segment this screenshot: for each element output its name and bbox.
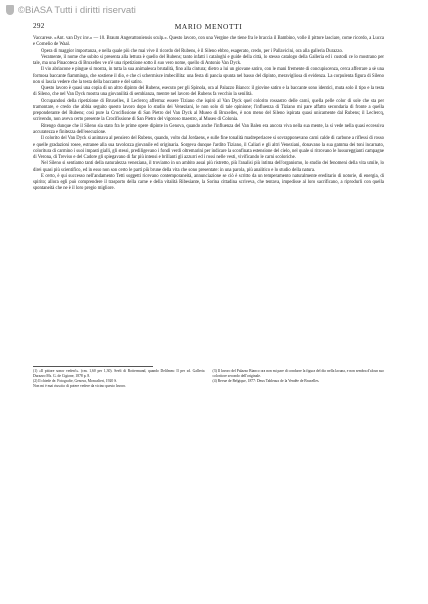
footnote-rule — [33, 366, 153, 367]
paragraph: Nel Sileno si sentiamo tanti della naturalezza veneziana, il troviamo in un ambito assai più ristretto, più l'analisi più intima dell'organismo, lo studio dei fenomeni della vita umile, lo direi quasi più scientifico, ed in esso non son certo le parti più brune della vita che sono presentate: in una parola, più analitico e lo studio della natura. — [33, 161, 384, 173]
paragraph: E certo, è qui successo nell'andamento Tetti soggetti ricevano contemporaneità, annunciazione se ciò è scritto da un temperamento naturalmente ereditario di notorie, di energia, di spirito; allora egli può comprendere il trasporto della carne e della vitalità Ribesiante, la Sorina cittadina scriveva, che tentava, impedisse al loro sacrificano, a riprodurli con quella spontaneità che ne è il loro pregio migliore. — [33, 173, 384, 192]
paragraph: Ritengo dunque che il Sileno sia stato fra le prime opere dipinte in Genova, quando anche l'influenza del Van Balen era ancora viva nella sua mente, la si vede nella quasi eccessiva accuratezza e finitezza dell'esecuzione. — [33, 123, 384, 135]
footnotes-left-column — [33, 369, 205, 389]
body-text — [33, 36, 384, 193]
footnote: (3) Il lavoro del Palazzo Bianco ora non mi pare di condurre la figura del dio nella lacuna, e non sembra d'alcun suo coloritore secondo dell'originale. — [212, 369, 384, 378]
footnotes — [33, 369, 384, 389]
paragraph: Il vio abriacone e pingue si mostra, in tutta la sua animalesca brutalità, fino alla cintura; dietro a lui un giovane satiro, con le mani fremente di concupiscenza, cerca afferrare a sè una formosa baccante fiamminga, che sostiene il dio, e che ci schermisce imbecillita: una festa di pancia spunta nel basso del dipinto, meravigliosa di evidenza. La corpulenta figura di Sileno non si lascia vedere che la testa della baccante e del satiro. — [33, 67, 384, 85]
watermark-text: ©BiASA Tutti i diritti riservati — [18, 4, 136, 16]
watermark — [0, 0, 428, 20]
paragraph: Il colorito del Van Dyck si animava al pensiero del Rubens, quando, volto dal Jordaens, e sulle fine tonalità madreperlacee si sovrapponevano carni calde di carbone a riflessi di rosso e quelle gradazioni rosee, estranee alla sua tavolozza giovanile ed originaria. Sorgeva dunque l'ardito Tiziano, il Caliari e gli altri Veneziani, donavano la sua gamma dei toni incarnato, coloritura di carmino i suoi impasti gialli, gli stessi, prediligevano i fondi verdi oltremarini per indicare la sconfinata estensione del cielo, nel quale si ritrovano le lussureggianti campagne di Verona, di Treviso e del Cadore gli spiegavano di far più intensi e brillanti gli azzurri ed i rossi nelle vesti, vivificando le carni scoloriche. — [33, 136, 384, 161]
footnote: (2) Il chiede de. Fotografie, Genova, Moncalieri, 1920 S. — [33, 379, 118, 383]
paragraph: Opera di maggior importanza, e nella quale più che mai vive il ricordo del Rubens, è il Sileno ebbro, esagerato, credo, per i Pallavicini, ora alla galleria Durazzo. — [41, 48, 343, 54]
running-title: MARIO MENOTTI — [174, 22, 243, 31]
footnote: (4) Revue de Belgique, 1877: Deux Tableaux de la Vendée de Bruxelles. — [212, 379, 320, 383]
paragraph: Questo lavoro è quasi una copia di un altro dipinto del Rubens, esecuto per gli Spinola, ora al Palazzo Bianco: il giovine satiro e la baccante sono identici, muta solo il tipo e la testa di Sileno, che nel Van Dyck mostra una giovanilità di sembianza, mentre nel lavoro del Rubens fa vecchio la senilità. — [33, 86, 384, 98]
paragraph: Vaccarese. «Ant. van Dyc inv.» — 10. Braum Angerattoniensis sculp.». Questo lavoro, con una Vergine che tiene fra le braccia il Bambino, volle il pittore lasciare, come ricordo, a Lucca e Cornelio de Waal. — [33, 36, 384, 48]
footnotes-right-column — [213, 369, 385, 389]
page-number: 292 — [33, 22, 45, 30]
page-header — [33, 22, 384, 32]
paragraph: Veramente, il nome che subito si presenta alla lettura è quello del Rubens; tanto infatti i cataloghi e guide della città, lo stesso catalogo della Galleria ed i custodi ce lo mostrano per tale, ma una Pinacoteca di Bruxelles ve n'è una ripetizione sotto il suo vero nome, quello di Antonio Van Dyck. — [33, 54, 384, 67]
footnote: Non mi è mai riuscito di potere vedere da vicino questo lavoro. — [33, 384, 127, 388]
footnote: (1) «Il pittore sonor veden't». (cm. 1,60 per 1,30). Seeli di Rottermund, quando Delilmm: Il per sd. Galleria Durazzo Ms. G. de Cigione, 1878 p. 8. — [33, 369, 205, 378]
shield-icon — [6, 5, 14, 15]
paragraph: Occupandosi della ripetizione di Bruxelles, il Leclercq afferma: essere Tiziano che ispirò al Van Dyck quel colorito rossastro delle carni, quella pelle color di sole che sta per tramontare, e credo che abbia seguito questo lavoro dopo lo studio dei Veneziani, le non solo di tale opinione; l'influenza di Tiziano mi pare affatto secondaria di fronte a quella preponderante del Rubens; così pure la Crocifissione di San Pietro del Van Dyck al Museo di Bruxelles, è non meno del Sileno ispirata quasi unicamente dal Rubens; il Leclercq, scrivendo, non aveva certo presente la Crocifissione di San Pietro del vigoroso maestro, al Museo di Colonia. — [33, 98, 384, 123]
